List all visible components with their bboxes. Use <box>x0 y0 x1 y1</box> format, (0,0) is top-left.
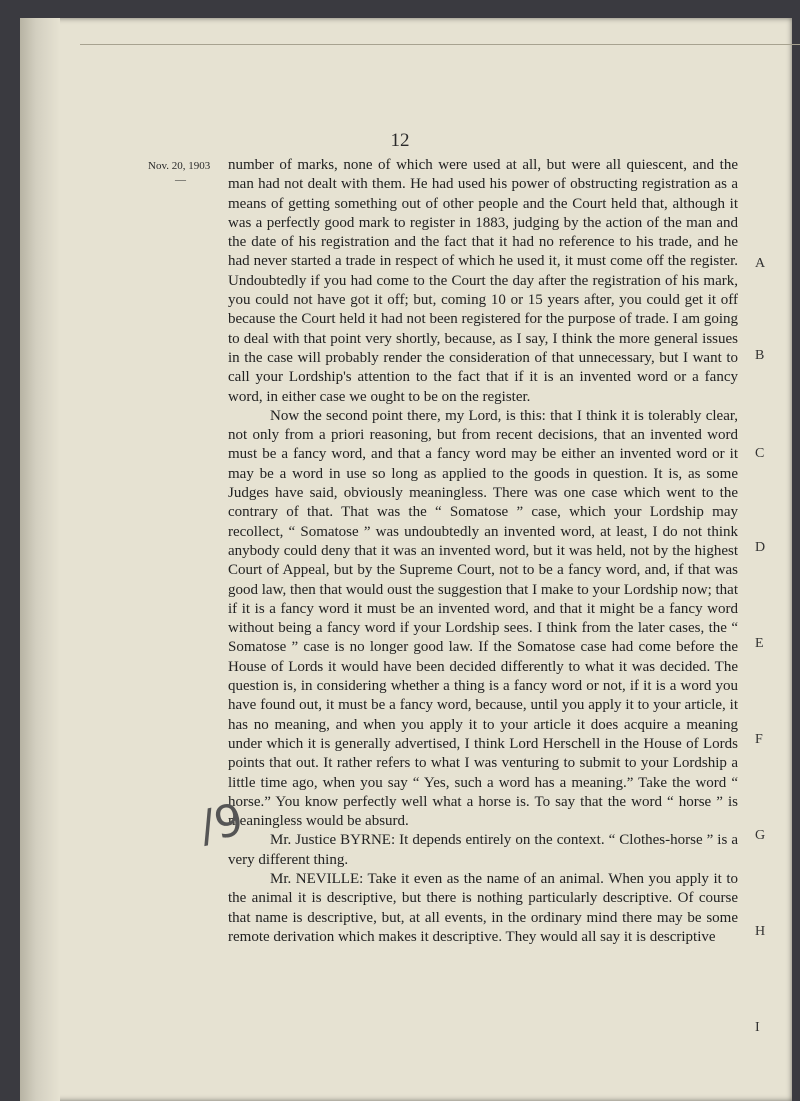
page-binding <box>20 18 60 1101</box>
margin-letter-d: D <box>755 540 766 555</box>
margin-letter-b: B <box>755 348 765 363</box>
top-edge-rule <box>80 44 800 45</box>
paragraph-1: number of marks, none of which were used at all, but were all quiescent, and the man had not dealt with them. He had used his power of obstructing registration as a means of getting something out of other people and the Court held that, although it was a perfectly good mark to register in 1883, judging by the action of the man and the date of his registration and the fact that it had no reference to his trade, and he had never started a trade in respect of which he used it, it must come off the register. Undoubtedly if you had come to the Court the day after the registration of his mark, you could not have got it off; but, coming 10 or 15 years after, you could get it off because the Court held it had not been registered for the purpose of trade. I am going to deal with that point very shortly, because, as I say, I think the more general issues in the case will probably render the consideration of that unnecessary, but I want to call your Lordship's attention to the fact that if it is an invented word or a fancy word, in either case we ought to be on the register. <box>228 157 738 405</box>
margin-letter-g: G <box>755 828 766 843</box>
margin-letter-f: F <box>755 732 763 747</box>
margin-letter-a: A <box>755 256 766 271</box>
date-dash: — <box>175 174 186 186</box>
date-label: Nov. 20, 1903 <box>148 160 211 172</box>
margin-letter-c: C <box>755 446 765 461</box>
paragraph-3: Mr. Justice BYRNE: It depends entirely on the context. “ Clothes-horse ” is a very different thing. <box>228 832 738 868</box>
paragraph-2: Now the second point there, my Lord, is this: that I think it is tolerably clear, not only from a priori reasoning, but from recent decisions, that an invented word must be a fancy word, and that a fancy word may be either an invented word or it may be a word in use so long as applied to the goods in question. It is, as some Judges have said, obviously meaningless. There was one case which went to the contrary of that. That was the “ Somatose ” case, which your Lordship may recollect, “ Somatose ” was undoubtedly an invented word, at least, I do not think anybody could deny that it was an invented word, but it was held, not by the highest Court of Appeal, but by the Supreme Court, not to be a fancy word, and, if that was good law, then that would oust the suggestion that I make to your Lordship now; that if it is a fancy word it must be an invented word, and that it might be a fancy word without being a fancy word if your Lordship sees. I think from the later cases, the “ Somatose ” case is no longer good law. If the Somatose case had come before the House of Lords it would have been decided differently to what it was decided. The question is, in considering whether a thing is a fancy word or not, if it is a word you have found out, it must be a fancy word, because, until you apply it to your article, it has no meaning, and when you apply it to your article it does acquire a meaning under which it is generally advertised, I think Lord Herschell in the House of Lords points that out. It rather refers to what I was venturing to submit to your Lordship a little time ago, when you say “ Yes, such a word has a meaning.” Take the word “ horse.” You know perfectly well what a horse is. To say that the word “ horse ” is meaningless would be absurd. <box>228 407 738 830</box>
margin-letter-i: I <box>755 1020 760 1035</box>
page-number: 12 <box>390 130 410 151</box>
paragraph-4: Mr. NEVILLE: Take it even as the name of an animal. When you apply it to the animal it is descriptive, but there is nothing particularly descriptive. Of course that name is descriptive, but, at all events, in the ordinary mind there may be some remote derivation which makes it descriptive. They would all say it is descriptive <box>228 870 738 945</box>
margin-letter-e: E <box>755 636 764 651</box>
handwritten-mark: /9 <box>195 794 248 853</box>
body-text <box>228 156 738 947</box>
margin-letter-h: H <box>755 924 766 939</box>
